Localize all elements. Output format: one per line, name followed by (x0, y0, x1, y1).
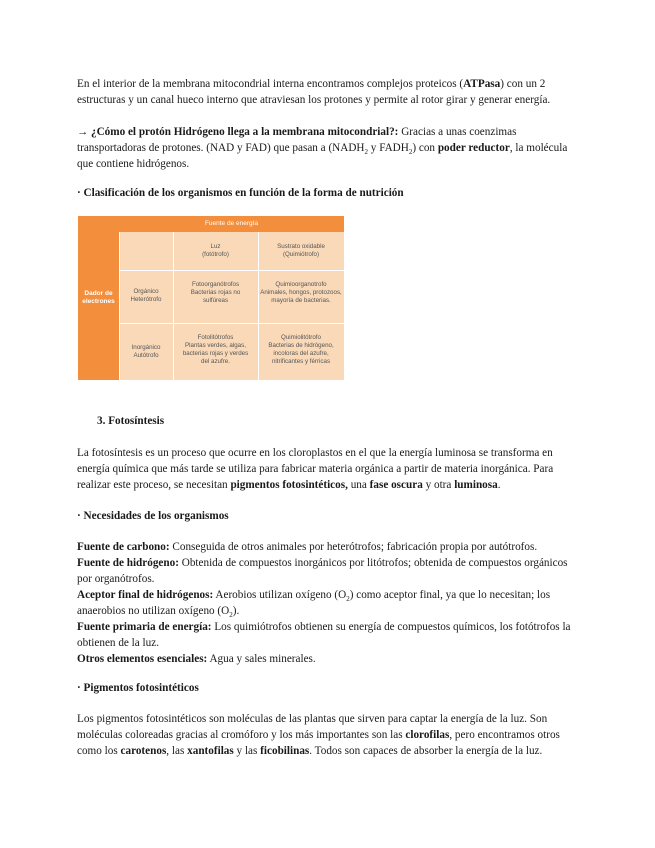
table-col-header-light: Luz (fotótrofo) (202, 243, 229, 258)
paragraph-fotosintesis: La fotosíntesis es un proceso que ocurre en los cloroplastos en el que la energía luminosa se transforma en energía química que más tarde se utiliza para fabricar materia orgánica a partir de materia inorgánica. Para realizar este proceso, se necesitan pigmentos fotosintéticos, una fase oscura y otra luminosa. (77, 447, 554, 491)
need-energy: Fuente primaria de energía: Los quimiótrofos obtienen su energía de compuestos químicos, los fotótrofos la obtienen de la luz. (77, 621, 571, 649)
paragraph-proton-question: → ¿Cómo el protón Hidrógeno llega a la membrana mitocondrial?: Gracias a unas coenzimas transportadoras de protones. (NAD y FAD) que pasan a ($NADH_2$ y $FADH_2$) con poder reductor, la molécula que contiene hidrógenos. (77, 126, 568, 170)
table-cell-fotolitotrofos: Fotolitótrofos Plantas verdes, algas, bacterias rojas y verdes del azufre. (182, 334, 249, 365)
needs-list (77, 539, 577, 667)
need-carbon: Fuente de carbono: Conseguida de otros animales por heterótrofos; fabricación propia por autótrofos. (77, 541, 538, 553)
nutrition-classification-table (78, 216, 344, 380)
heading-pigmentos: · Pigmentos fotosintéticos (77, 682, 199, 694)
heading-fotosintesis: 3. Fotosíntesis (97, 415, 165, 427)
table-cell-fotoorganotrofos: Fotoorganótrofos Bacterias rojas no sulfúreas (190, 281, 241, 304)
table-top-header: Fuente de energía (204, 220, 259, 227)
heading-necesidades: · Necesidades de los organismos (77, 510, 229, 522)
need-acceptor: Aceptor final de hidrógenos: Aerobios utilizan oxígeno $(O_2)$ como aceptor final, ya que lo necesitan; los anaerobios no utilizan oxígeno $(O_2)$. (77, 589, 551, 620)
paragraph-atpasa: En el interior de la membrana mitocondrial interna encontramos complejos proteicos (ATPasa) con un 2 estructuras y un canal hueco interno que atraviesan los protones y permite al rotor girar y generar energía. (77, 78, 551, 106)
table-cell-quimioorganotrofo: Quimioorganotrofo Animales, hongos, protozoos, mayoría de bacterias. (260, 281, 342, 304)
table-col-header-chemical: Sustrato oxidable (Quimiótrofo) (277, 243, 325, 258)
table-row-header-inorganic: Inorgánico Autótrofo (131, 344, 161, 359)
heading-clasificacion: · Clasificación de los organismos en función de la forma de nutrición (77, 187, 404, 199)
paragraph-pigmentos: Los pigmentos fotosintéticos son moléculas de las plantas que sirven para captar la energía de la luz. Son moléculas coloreadas gracias al cromóforo y los más importantes son las clorofilas, pero encontramos otros como los carotenos, las xantofilas y las ficobilinas. Todos son capaces de absorber la energía de la luz. (77, 713, 560, 757)
need-hydrogen: Fuente de hidrógeno: Obtenida de compuestos inorgánicos por litótrofos; obtenida de compuestos orgánicos por organótrofos. (77, 557, 568, 585)
table-row-header-organic: Orgánico Heterótrofo (130, 288, 162, 303)
table-left-header: Dador de electrones (82, 290, 115, 305)
need-other: Otros elementos esenciales: Agua y sales minerales. (77, 653, 316, 665)
table-cell-quimiolitotrofo: Quimiolitótrofo Bacterias de hidrógeno, incoloras del azufre, nitrificantes y férricas (268, 334, 334, 365)
